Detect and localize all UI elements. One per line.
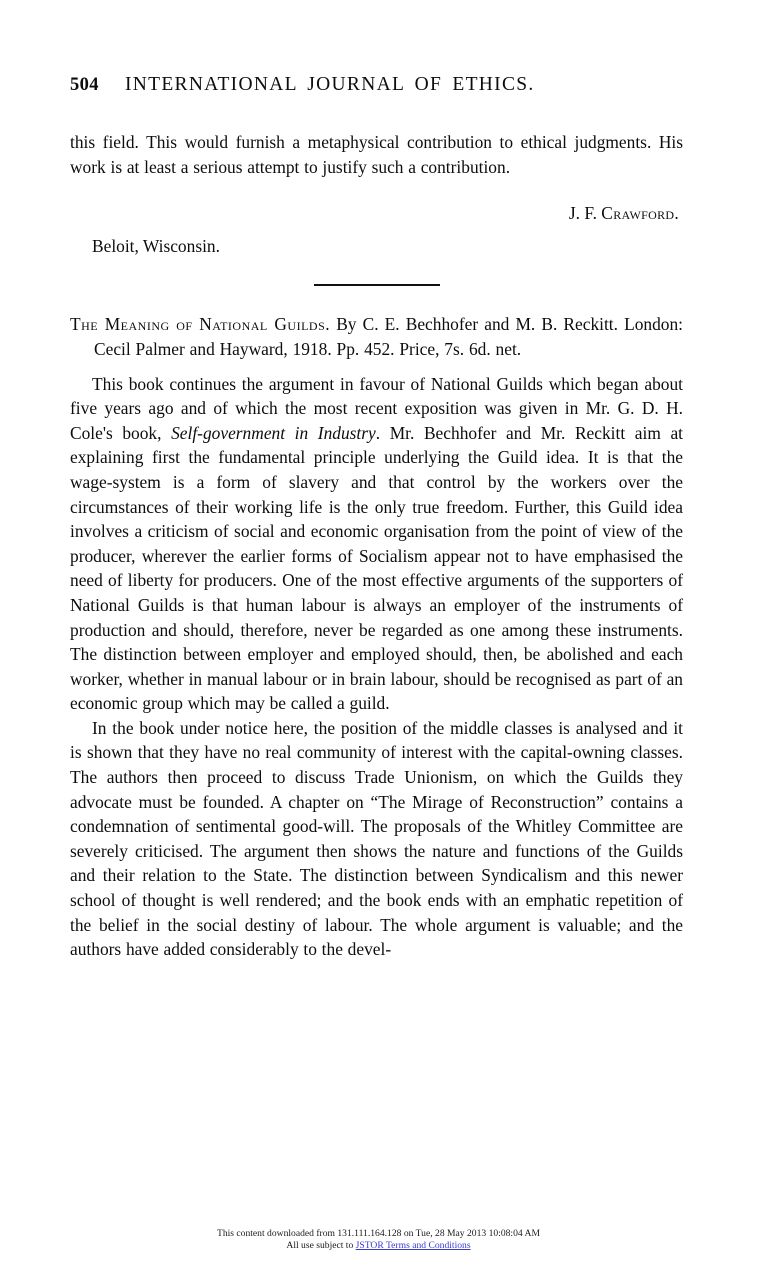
- review-paragraph-1: [70, 372, 683, 716]
- horizontal-rule: [314, 284, 440, 286]
- book-citation: [70, 312, 683, 361]
- journal-title: INTERNATIONAL JOURNAL OF ETHICS.: [124, 74, 535, 95]
- book-title: The Meaning of National Guilds.: [70, 314, 331, 335]
- jstor-terms-link[interactable]: JSTOR Terms and Conditions: [355, 1240, 471, 1251]
- reviewer-location: Beloit, Wisconsin.: [92, 235, 220, 256]
- book-citation-details: By C. E. Bechhofer and M. B. Reckitt. London: Cecil Palmer and Hayward, 1918. Pp. 452. Price, 7s. 6d. net.: [94, 314, 684, 359]
- signature-initials: J. F.: [568, 203, 602, 224]
- referenced-work-title: Self-government in Industry: [171, 422, 376, 443]
- running-head: [70, 74, 683, 96]
- jstor-footer: [0, 1228, 757, 1252]
- continuation-paragraph: this field. This would furnish a metaphysical contribution to ethical judgments. His work is at least a serious attempt to justify such a contribution.: [70, 132, 683, 177]
- section-divider: [70, 284, 683, 286]
- reviewer-signature: [70, 201, 683, 226]
- signature-surname: Crawford.: [601, 203, 679, 224]
- terms-prefix: All use subject to: [286, 1240, 356, 1251]
- text-column: [70, 74, 683, 962]
- paragraph-1-part-1: This book continues the argument in favour of National Guilds which began about five years ago and of which the most recent exposition was given in Mr. G. D. H. Cole's book,: [70, 373, 683, 443]
- page-number: 504: [70, 75, 99, 95]
- download-info: This content downloaded from 131.111.164.128 on Tue, 28 May 2013 10:08:04 AM: [216, 1228, 541, 1239]
- review-paragraph-2: In the book under notice here, the position of the middle classes is analysed and it is shown that they have no real community of interest with the capital-owning classes. The authors then proceed to discuss Trade Unionism, on which the Guilds they advocate must be founded. A chapter on “The Mirage of Reconstruction” contains a condemnation of sentimental good-will. The proposals of the Whitley Committee are severely criticised. The argument then shows the nature and functions of the Guilds and their relation to the State. The distinction between Syndicalism and this newer school of thought is well rendered; and the book ends with an emphatic repetition of the belief in the social destiny of labour. The whole argument is valuable; and the authors have added considerably to the devel-: [70, 717, 683, 960]
- terms-line: [0, 1240, 757, 1252]
- paragraph-1-part-2: . Mr. Bechhofer and Mr. Reckitt aim at explaining first the fundamental principle underlying the Guild idea. It is that the wage-system is a form of slavery and that control by the workers over the circumstances of their working life is the only true freedom. Further, this Guild idea involves a criticism of social and economic organisation from the point of view of the producer, wherever the earlier forms of Socialism appear not to have emphasised the need of liberty for producers. One of the most effective arguments of the supporters of National Guilds is that human labour is always an employer of the instruments of production and should, therefore, never be regarded as one among these instruments. The distinction between employer and employed should, then, be abolished and each worker, whether in manual labour or in brain labour, should be recognised as part of an economic group which may be called a guild.: [70, 422, 684, 714]
